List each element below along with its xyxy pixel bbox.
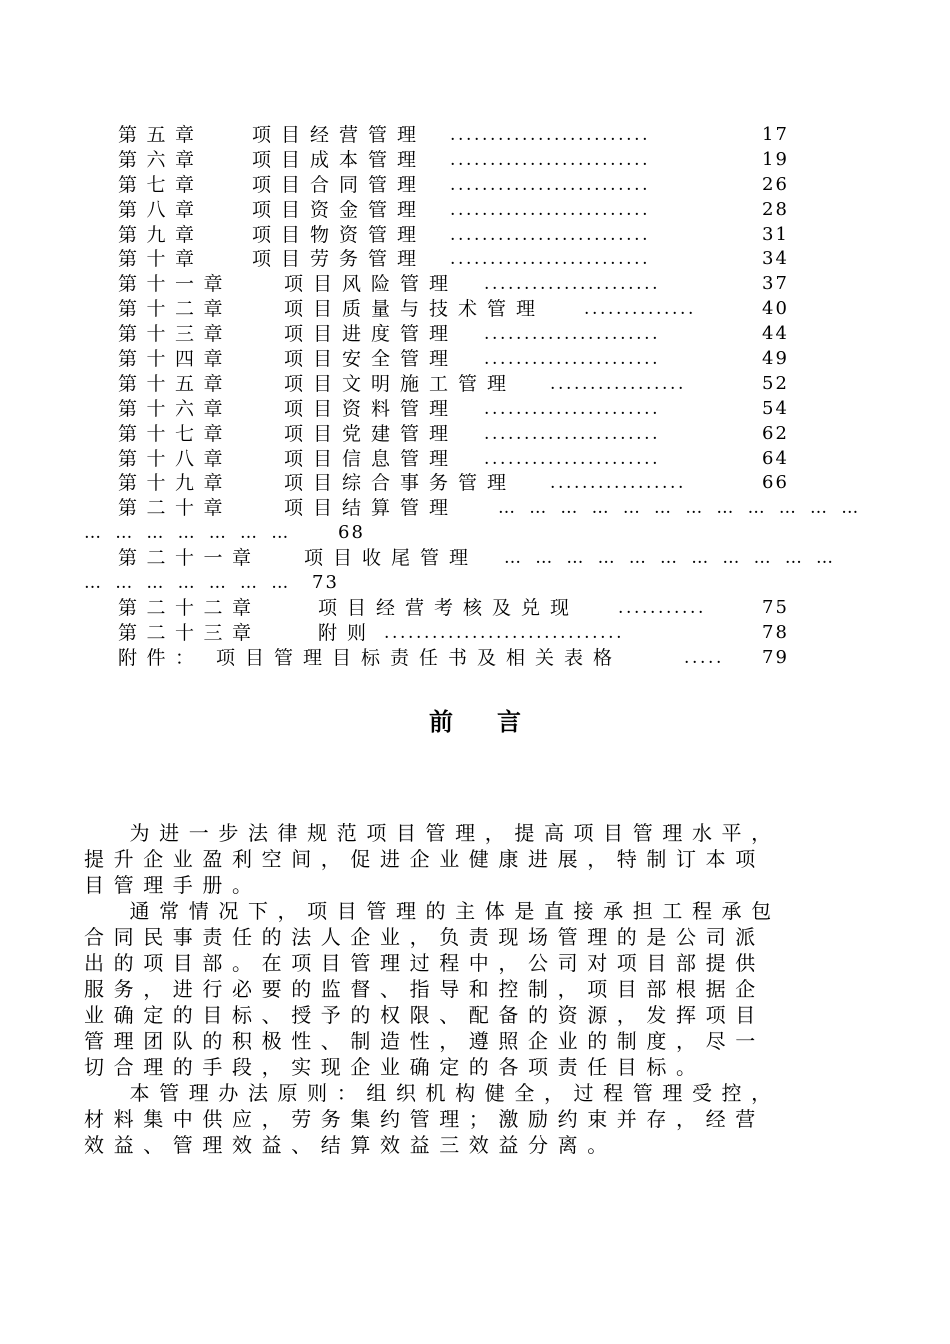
toc-chapter: 第十七章 bbox=[118, 422, 233, 445]
toc-leader: … … … … … … … … … … … bbox=[504, 548, 838, 569]
toc-chapter: 第十二章 bbox=[118, 298, 233, 321]
toc-title: 项目物资管理 bbox=[252, 223, 427, 246]
toc-entry bbox=[84, 621, 864, 646]
preface-line: 出的项目部。在项目管理过程中，公司对项目部提供 bbox=[84, 951, 765, 975]
toc-entry bbox=[84, 223, 864, 248]
preface-line: 管理团队的积极性、制造性，遵照企业的制度，尽一 bbox=[84, 1029, 765, 1053]
toc-title: 项目质量与技术管理 bbox=[284, 298, 546, 321]
toc-page: 62 bbox=[762, 422, 789, 444]
toc-title: 项目经营管理 bbox=[252, 124, 427, 146]
toc-title: 项目成本管理 bbox=[252, 148, 427, 171]
toc-chapter: 第八章 bbox=[118, 198, 204, 221]
toc-dots: ......................... bbox=[450, 224, 651, 245]
toc-dots: ...................... bbox=[484, 349, 661, 370]
toc-dots: ...................... bbox=[484, 448, 661, 469]
toc-chapter: 第六章 bbox=[118, 148, 204, 171]
toc-chapter: 第七章 bbox=[118, 173, 204, 196]
preface-body bbox=[84, 820, 864, 1158]
toc-page: 40 bbox=[762, 298, 789, 320]
toc-entry bbox=[84, 496, 864, 521]
toc-entry bbox=[84, 422, 864, 447]
toc-dots: ...................... bbox=[484, 398, 661, 419]
toc-dots: ......................... bbox=[450, 149, 651, 170]
toc-chapter: 第九章 bbox=[118, 223, 204, 246]
preface-line: 切合理的手段，实现企业确定的各项责任目标。 bbox=[84, 1055, 706, 1079]
toc-entry bbox=[84, 272, 864, 297]
preface-line: 目管理手册。 bbox=[84, 873, 262, 897]
preface-line: 为进一步法律规范项目管理，提高项目管理水平， bbox=[84, 821, 781, 845]
toc-title: 项目党建管理 bbox=[284, 422, 459, 445]
toc-title: 项目安全管理 bbox=[284, 348, 459, 371]
toc-chapter: 第十章 bbox=[118, 248, 204, 271]
toc-chapter: 第十一章 bbox=[118, 273, 233, 296]
toc-dots: ......................... bbox=[450, 249, 651, 270]
toc-entry bbox=[84, 347, 864, 372]
toc-title: 项目文明施工管理 bbox=[284, 372, 517, 395]
preface-line: 通常情况下，项目管理的主体是直接承担工程承包 bbox=[84, 899, 781, 923]
toc-title: 项目资料管理 bbox=[284, 397, 459, 420]
preface-line: 材料集中供应，劳务集约管理；激励约束并存，经营 bbox=[84, 1107, 765, 1131]
toc-entry bbox=[84, 372, 864, 397]
toc-dots: ......................... bbox=[450, 125, 651, 145]
preface-line: 本管理办法原则：组织机构健全，过程管理受控， bbox=[84, 1081, 781, 1105]
toc-page: 79 bbox=[762, 646, 789, 668]
toc-entry bbox=[84, 297, 864, 322]
toc-title: 项目资金管理 bbox=[252, 198, 427, 221]
toc-dots: ......................... bbox=[450, 199, 651, 220]
toc-page: 73 bbox=[312, 572, 339, 594]
toc-entry bbox=[84, 247, 864, 272]
toc-entry bbox=[84, 173, 864, 198]
toc-chapter: 第十六章 bbox=[118, 397, 233, 420]
toc-dots: ........... bbox=[618, 597, 707, 618]
toc-chapter: 第五章 bbox=[118, 124, 204, 146]
toc-title: 项目合同管理 bbox=[252, 173, 427, 196]
toc-page: 66 bbox=[762, 472, 789, 494]
toc-entry-continued bbox=[84, 571, 864, 596]
toc-page: 17 bbox=[762, 124, 789, 145]
toc-entry bbox=[84, 123, 864, 148]
toc-entry bbox=[84, 397, 864, 422]
toc-chapter: 第十四章 bbox=[118, 348, 233, 371]
toc-title: 项目结算管理 bbox=[284, 497, 459, 520]
toc-page: 54 bbox=[762, 397, 789, 419]
toc-dots: ................. bbox=[550, 473, 687, 494]
preface-line: 业确定的目标、授予的权限、配备的资源，发挥项目 bbox=[84, 1003, 765, 1027]
toc-title: 项目风险管理 bbox=[284, 273, 459, 296]
toc-chapter: 第二十三章 bbox=[118, 621, 261, 644]
toc-chapter: 第十九章 bbox=[118, 472, 233, 495]
toc-dots: .............. bbox=[584, 299, 697, 320]
toc-page: 34 bbox=[762, 248, 789, 270]
toc-dots: ...................... bbox=[484, 423, 661, 444]
toc-dots: ................. bbox=[550, 373, 687, 394]
toc-entry bbox=[84, 322, 864, 347]
toc-dots: ......................... bbox=[450, 174, 651, 195]
toc-page: 64 bbox=[762, 447, 789, 469]
preface-heading: 前言 bbox=[429, 707, 565, 736]
toc-chapter: 附件： bbox=[118, 646, 204, 669]
toc-leader: … … … … … … … bbox=[84, 573, 293, 594]
toc-entry bbox=[84, 646, 864, 671]
toc-entry bbox=[84, 198, 864, 223]
toc-entry bbox=[84, 471, 864, 496]
toc-title: 项目管理目标责任书及相关表格 bbox=[216, 646, 623, 669]
toc-dots: .............................. bbox=[384, 622, 625, 643]
toc-page: 68 bbox=[338, 522, 365, 544]
toc-page: 37 bbox=[762, 273, 789, 295]
toc-page: 78 bbox=[762, 621, 789, 643]
toc-page: 26 bbox=[762, 173, 789, 195]
toc-page: 52 bbox=[762, 372, 789, 394]
toc-page: 28 bbox=[762, 198, 789, 220]
toc-dots: ...................... bbox=[484, 324, 661, 345]
toc-title: 项目综合事务管理 bbox=[284, 472, 517, 495]
toc-leader: … … … … … … … … … … … … bbox=[498, 498, 863, 519]
toc-title: 附则 bbox=[318, 621, 377, 644]
toc-page: 19 bbox=[762, 148, 789, 170]
toc-entry bbox=[84, 447, 864, 472]
preface-line: 合同民事责任的法人企业，负责现场管理的是公司派 bbox=[84, 925, 765, 949]
toc-entry bbox=[84, 148, 864, 173]
toc-title: 项目劳务管理 bbox=[252, 248, 427, 271]
toc-dots: ...................... bbox=[484, 274, 661, 295]
toc-title: 项目进度管理 bbox=[284, 323, 459, 346]
toc-chapter: 第二十一章 bbox=[118, 547, 261, 570]
toc-entry-continued bbox=[84, 521, 864, 546]
toc-entry bbox=[84, 546, 864, 571]
toc-chapter: 第十五章 bbox=[118, 372, 233, 395]
toc-chapter: 第十三章 bbox=[118, 323, 233, 346]
toc-chapter: 第二十二章 bbox=[118, 596, 261, 619]
toc-leader: … … … … … … … bbox=[84, 523, 293, 544]
toc-dots: ..... bbox=[684, 647, 725, 668]
toc-title: 项目信息管理 bbox=[284, 447, 459, 470]
preface-line: 服务，进行必要的监督、指导和控制，项目部根据企 bbox=[84, 977, 765, 1001]
toc-entry bbox=[84, 596, 864, 621]
toc-title: 项目经营考核及兑现 bbox=[318, 596, 580, 619]
toc-page: 75 bbox=[762, 596, 789, 618]
preface-line: 提升企业盈利空间，促进企业健康进展，特制订本项 bbox=[84, 847, 765, 871]
preface-line: 效益、管理效益、结算效益三效益分离。 bbox=[84, 1133, 617, 1157]
toc-title: 项目收尾管理 bbox=[304, 547, 479, 570]
toc-page: 44 bbox=[762, 323, 789, 345]
toc-chapter: 第十八章 bbox=[118, 447, 233, 470]
table-of-contents bbox=[84, 123, 864, 671]
toc-page: 31 bbox=[762, 223, 789, 245]
toc-chapter: 第二十章 bbox=[118, 497, 233, 520]
toc-page: 49 bbox=[762, 348, 789, 370]
